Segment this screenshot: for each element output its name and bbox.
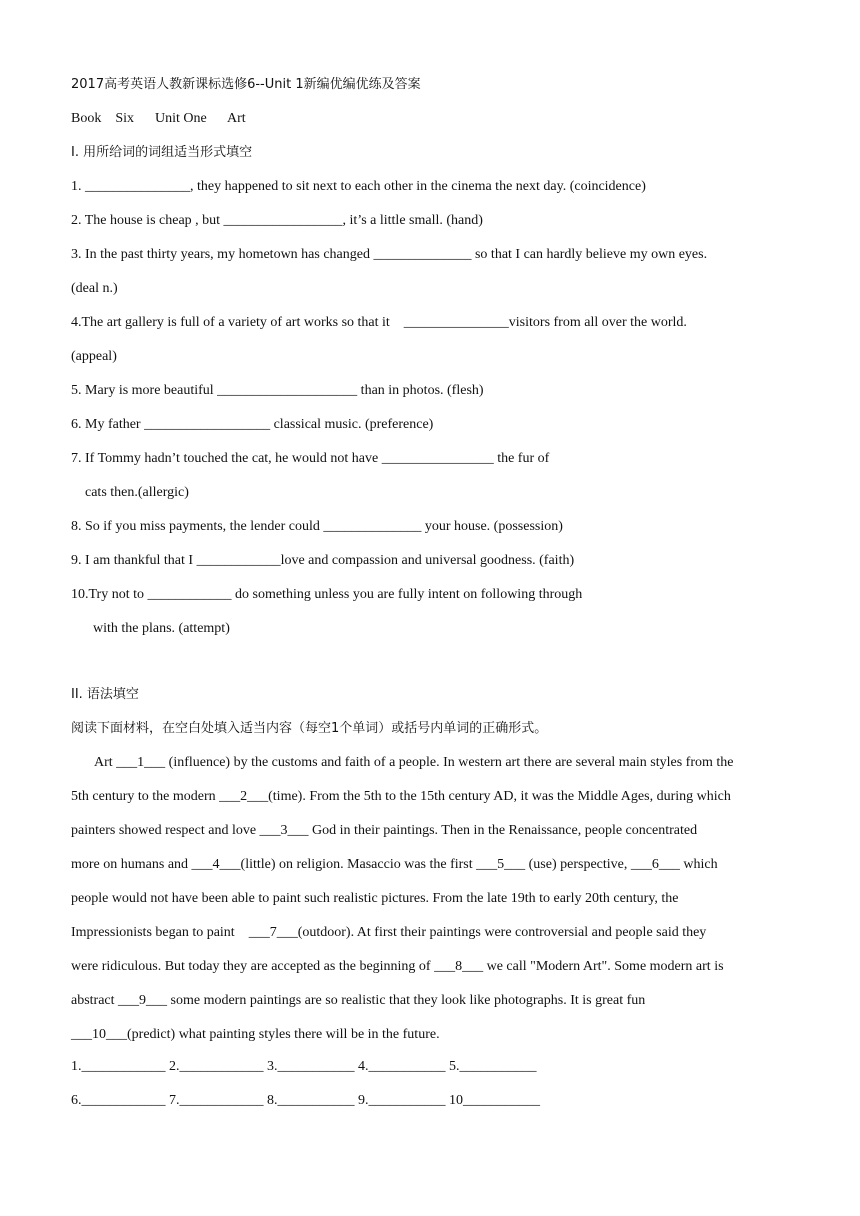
passage-line: 5th century to the modern ___2___(time). From the 5th to the 15th century AD, it was the Middle Ages, during which <box>71 789 731 804</box>
passage-line: abstract ___9___ some modern paintings are so realistic that they look like photographs. It is great fun <box>71 993 646 1008</box>
exercise-line: 7. If Tommy hadn’t touched the cat, he would not have ________________ the fur of <box>71 451 550 466</box>
exercise-line: 5. Mary is more beautiful ____________________ than in photos. (flesh) <box>71 383 484 398</box>
passage-line: painters showed respect and love ___3___ God in their paintings. Then in the Renaissance, people concentrated <box>71 823 698 838</box>
exercise-line: 4.The art gallery is full of a variety of art works so that it _______________visitors from all over the world. <box>71 315 687 330</box>
section-2-instruction: 阅读下面材料，在空白处填入适当内容（每空1个单词）或括号内单词的正确形式。 <box>71 721 548 736</box>
document-title: 2017高考英语人教新课标选修6--Unit 1新编优编优练及答案 <box>71 77 421 92</box>
book-unit-subtitle: Book Six Unit One Art <box>71 111 246 126</box>
exercise-line: (deal n.) <box>71 281 118 296</box>
exercise-line: 3. In the past thirty years, my hometown has changed ______________ so that I can hardly believe my own eyes. <box>71 247 708 262</box>
passage-line: more on humans and ___4___(little) on religion. Masaccio was the first ___5___ (use) perspective, ___6___ which <box>71 857 718 872</box>
exercise-line: 2. The house is cheap , but _________________, it’s a little small. (hand) <box>71 213 483 228</box>
passage-line: were ridiculous. But today they are accepted as the beginning of ___8___ we call "Modern Art". Some modern art is <box>71 959 724 974</box>
passage-line: ___10___(predict) what painting styles there will be in the future. <box>71 1027 440 1042</box>
passage-line: Impressionists began to paint ___7___(outdoor). At first their paintings were controversial and people said they <box>71 925 707 940</box>
exercise-line: 6. My father __________________ classical music. (preference) <box>71 417 434 432</box>
exercise-line: 10.Try not to ____________ do something unless you are fully intent on following through <box>71 587 583 602</box>
exercise-line: 1. _______________, they happened to sit next to each other in the cinema the next day. (coincidence) <box>71 179 646 194</box>
exercise-line: 8. So if you miss payments, the lender could ______________ your house. (possession) <box>71 519 563 534</box>
answer-blanks-row: 1.____________ 2.____________ 3.___________ 4.___________ 5.___________ <box>71 1059 537 1074</box>
section-1-heading: I. 用所给词的词组适当形式填空 <box>71 145 253 160</box>
section-2-heading: II. 语法填空 <box>71 687 139 702</box>
exercise-line: 9. I am thankful that I ____________love and compassion and universal goodness. (faith) <box>71 553 575 568</box>
exercise-line: cats then.(allergic) <box>85 485 189 500</box>
passage-line: people would not have been able to paint such realistic pictures. From the late 19th to early 20th century, the <box>71 891 679 906</box>
passage-line: Art ___1___ (influence) by the customs and faith of a people. In western art there are several main styles from the <box>94 755 734 770</box>
answer-blanks-row: 6.____________ 7.____________ 8.___________ 9.___________ 10___________ <box>71 1093 540 1108</box>
exercise-line: (appeal) <box>71 349 117 364</box>
exercise-line: with the plans. (attempt) <box>93 621 230 636</box>
